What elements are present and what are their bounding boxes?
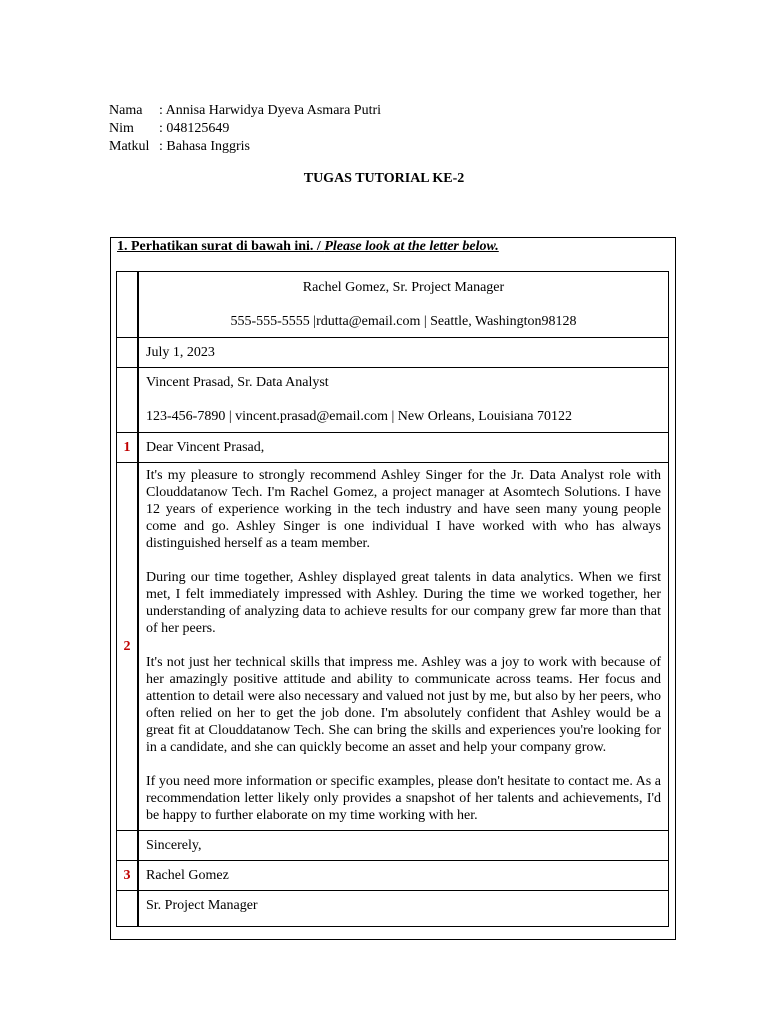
signature-name-row: [117, 861, 669, 891]
marker-1: 1: [117, 433, 139, 463]
recipient-row: [117, 368, 669, 433]
student-info: [109, 102, 381, 156]
marker-cell-empty: [117, 891, 139, 927]
signature-title-row: [117, 891, 669, 927]
nama-value: : Annisa Harwidya Dyeva Asmara Putri: [159, 103, 382, 118]
signature-title-cell: Sr. Project Manager: [138, 891, 669, 927]
signature-name-cell: Rachel Gomez: [138, 861, 669, 891]
matkul-row: [109, 138, 381, 156]
nim-label: Nim: [109, 121, 134, 136]
marker-3: 3: [117, 861, 139, 891]
date-cell: July 1, 2023: [138, 338, 669, 368]
marker-cell-empty: [117, 272, 139, 338]
marker-cell-empty: [117, 831, 139, 861]
marker-2: 2: [117, 463, 139, 831]
body-cell: [138, 463, 669, 831]
recipient-contact: 123-456-7890 | vincent.prasad@email.com | New Orleans, Louisiana 70122: [146, 409, 572, 424]
nim-value: : 048125649: [159, 121, 230, 136]
body-row: [117, 463, 669, 831]
body-paragraph-4: If you need more information or specific examples, please don't hesitate to contact me. As a recommendation letter likely only provides a snapshot of her talents and achievements, I'd be happy to further elaborate on my time working with her.: [146, 774, 661, 823]
matkul-label: Matkul: [109, 139, 150, 154]
body-paragraph-3: It's not just her technical skills that impress me. Ashley was a joy to work with because of her amazingly positive attitude and ability to communicate across teams. Her focus and attention to detail were also necessary and valued not just by me, but also by her peers, who often relied on her to get the job done. I'm absolutely confident that Ashley would be a great fit at Clouddatanow Tech. She can bring the skills and experiences you're looking for in a candidate, and she can quickly become an asset and help your company grow.: [146, 655, 661, 755]
recipient-cell: [138, 368, 669, 433]
body-paragraph-1: It's my pleasure to strongly recommend Ashley Singer for the Jr. Data Analyst role with Clouddatanow Tech. I'm Rachel Gomez, a project manager at Asomtech Solutions. I have 12 years of experience working in the tech industry and have seen many young people come and go. Ashley Singer is one individual I have worked with who has always distinguished herself as a team member.: [146, 468, 661, 551]
nama-label: Nama: [109, 103, 143, 118]
matkul-value: : Bahasa Inggris: [159, 139, 250, 154]
question-prefix: 1. Perhatikan surat di bawah ini. /: [117, 239, 325, 254]
salutation-cell: Dear Vincent Prasad,: [138, 433, 669, 463]
salutation-row: [117, 433, 669, 463]
question-italic: Please look at the letter below.: [324, 239, 499, 254]
sender-cell: [138, 272, 669, 338]
page-title: TUGAS TUTORIAL KE-2: [303, 171, 465, 186]
date-row: [117, 338, 669, 368]
closing-row: [117, 831, 669, 861]
marker-cell-empty: [117, 368, 139, 433]
question-heading: [117, 239, 499, 255]
nim-row: [109, 120, 381, 138]
closing-cell: Sincerely,: [138, 831, 669, 861]
sender-contact: 555-555-5555 |rdutta@email.com | Seattle, Washington98128: [230, 314, 577, 329]
sender-name: Rachel Gomez, Sr. Project Manager: [302, 280, 505, 295]
recipient-name: Vincent Prasad, Sr. Data Analyst: [146, 375, 329, 390]
marker-cell-empty: [117, 338, 139, 368]
sender-row: [117, 272, 669, 338]
letter-table: [116, 271, 669, 927]
body-paragraph-2: During our time together, Ashley displayed great talents in data analytics. When we first met, I felt immediately impressed with Ashley. During the time we worked together, her understanding of analyzing data to achieve results for our company grew far more than that of her peers.: [146, 570, 661, 636]
nama-row: [109, 102, 381, 120]
